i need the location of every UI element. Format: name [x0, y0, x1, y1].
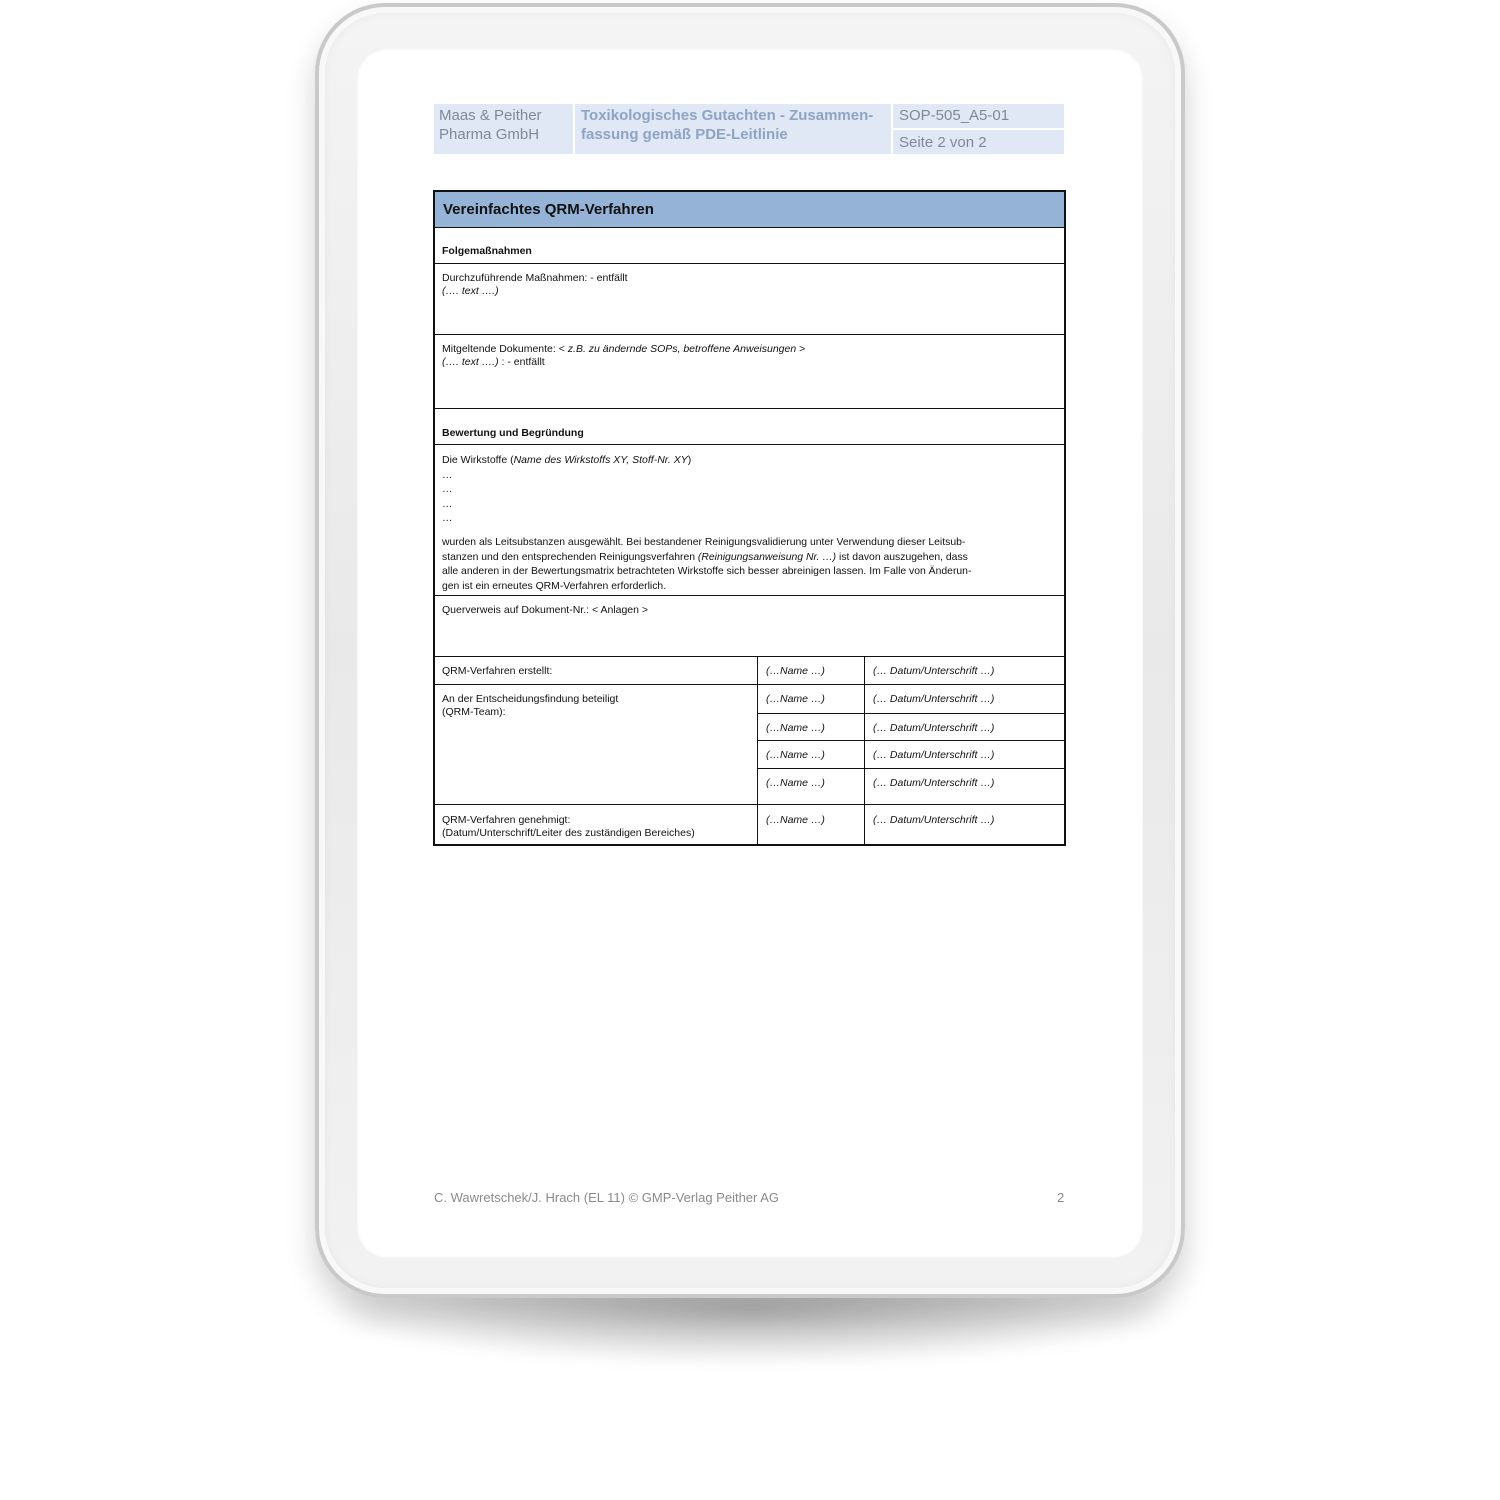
beteiligt-label	[433, 693, 627, 719]
mitgeltende-placeholder: (…. text ….)	[442, 356, 499, 368]
wirkstoffe-hint: Name des Wirkstoffs XY, Stoff-Nr. XY	[513, 454, 688, 466]
header-page: Seite 2 von 2	[893, 130, 1064, 154]
querverweis: Querverweis auf Dokument-Nr.: < Anlagen >	[442, 604, 649, 616]
wirkstoffe-label: Die Wirkstoffe (	[442, 454, 514, 466]
divider	[433, 595, 1066, 596]
genehmigt-label	[433, 814, 704, 840]
beteiligt-line-1: An der Entscheidungsfindung beteiligt	[442, 693, 619, 705]
team-datum: (… Datum/Unterschrift …)	[873, 749, 995, 761]
header-doc-id: SOP-505_A5-01	[893, 104, 1064, 128]
title-line-2: fassung gemäß PDE-Leitlinie	[581, 126, 788, 143]
team-datum: (… Datum/Unterschrift …)	[873, 777, 995, 789]
wirkstoff-placeholder: …	[442, 512, 453, 524]
wirkstoff-placeholder: …	[442, 483, 453, 495]
divider	[433, 444, 1066, 445]
mitgeltende-suffix: >	[796, 343, 806, 355]
genehmigt-line-2: (Datum/Unterschrift/Leiter des zuständigen Bereiches)	[442, 827, 695, 839]
header-title	[575, 104, 891, 154]
massnahmen-text: Durchzuführende Maßnahmen: - entfällt	[442, 272, 628, 284]
mitgeltende-label: Mitgeltende Dokumente: <	[442, 343, 568, 355]
team-name: (…Name …)	[766, 777, 825, 789]
section-bewertung: Bewertung und Begründung	[442, 427, 584, 439]
genehmigt-line-1: QRM-Verfahren genehmigt:	[442, 814, 571, 826]
mitgeltende-entfaellt: : - entfällt	[498, 356, 545, 368]
erstellt-label: QRM-Verfahren erstellt:	[442, 665, 553, 677]
header-company	[434, 104, 573, 154]
company-line-1: Maas & Peither	[439, 107, 542, 124]
genehmigt-datum: (… Datum/Unterschrift …)	[873, 814, 995, 826]
paragraph-line: alle anderen in der Bewertungsmatrix betrachteten Wirkstoffe sich besser abreinigen lassen. Im Falle von Änderun-	[442, 566, 972, 577]
paragraph-line: gen ist ein erneutes QRM-Verfahren erforderlich.	[442, 580, 667, 592]
divider	[757, 740, 1066, 741]
title-line-1: Toxikologisches Gutachten - Zusammen-	[581, 107, 874, 124]
table-title: Vereinfachtes QRM-Verfahren	[435, 192, 1064, 227]
paragraph-line: ist davon auszugehen, dass	[836, 551, 968, 563]
genehmigt-name: (…Name …)	[766, 814, 825, 826]
divider	[433, 408, 1066, 409]
divider	[433, 684, 1066, 685]
reinigungsanweisung-hint: (Reinigungsanweisung Nr. …)	[697, 551, 837, 563]
divider	[433, 334, 1066, 335]
massnahmen-cell	[433, 272, 637, 298]
team-datum: (… Datum/Unterschrift …)	[873, 693, 995, 705]
erstellt-name: (…Name …)	[766, 665, 825, 677]
bewertung-cell	[433, 453, 1066, 526]
mitgeltende-hint: z.B. zu ändernde SOPs, betroffene Anweisungen	[567, 343, 797, 355]
wirkstoff-placeholder: …	[442, 497, 453, 510]
team-name: (…Name …)	[766, 722, 825, 734]
paragraph-line: wurden als Leitsubstanzen ausgewählt. Bei bestandener Reinigungsvalidierung unter Verwendung dieser Leitsub-	[442, 537, 966, 548]
mitgeltende-cell	[433, 343, 814, 369]
divider	[433, 263, 1066, 264]
section-folgemassnahmen: Folgemaßnahmen	[442, 245, 532, 257]
team-name: (…Name …)	[766, 693, 825, 705]
wirkstoffe-suffix: )	[687, 454, 692, 466]
team-datum: (… Datum/Unterschrift …)	[873, 722, 995, 734]
beteiligt-line-2: (QRM-Team):	[442, 706, 506, 718]
massnahmen-placeholder: (…. text ….)	[442, 285, 499, 297]
footer-credit: C. Wawretschek/J. Hrach (EL 11) © GMP-Verlag Peither AG	[434, 1190, 780, 1205]
divider	[433, 227, 1066, 228]
company-line-2: Pharma GmbH	[439, 126, 540, 143]
wirkstoff-placeholder: …	[442, 468, 453, 481]
divider	[757, 768, 1066, 769]
erstellt-datum: (… Datum/Unterschrift …)	[873, 665, 995, 677]
divider	[757, 713, 1066, 714]
team-name: (…Name …)	[766, 749, 825, 761]
bewertung-paragraph	[433, 536, 1066, 594]
footer-page-number: 2	[1057, 1190, 1065, 1205]
paragraph-line: stanzen und den entsprechenden Reinigungsverfahren	[442, 551, 698, 563]
divider	[433, 656, 1066, 657]
divider	[433, 804, 1066, 805]
